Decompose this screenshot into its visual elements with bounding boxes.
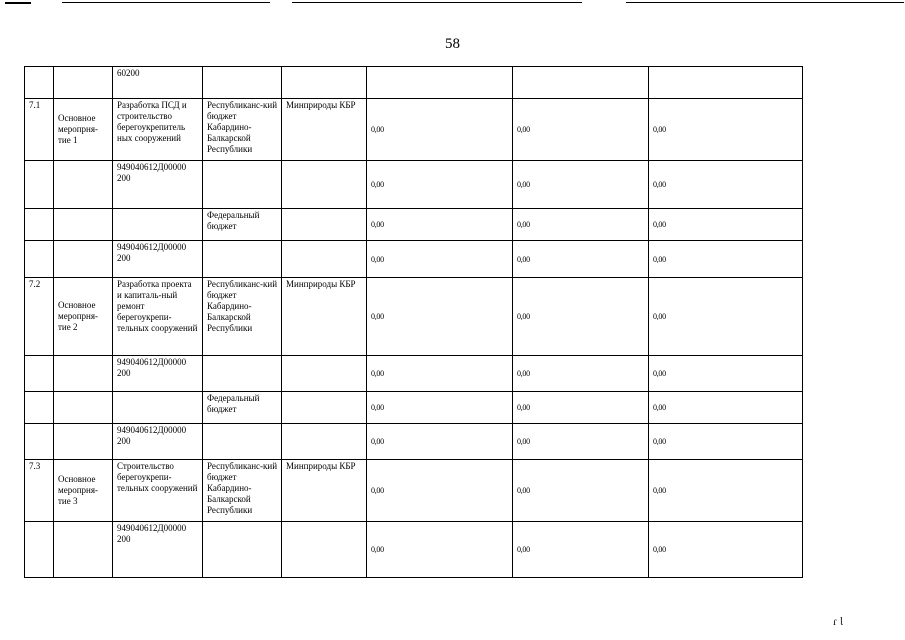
executor-cell — [282, 241, 367, 278]
row-number-cell — [25, 161, 54, 209]
funding-source-cell: Федеральный бюджет — [203, 209, 282, 241]
measure-name-cell — [54, 392, 113, 424]
executor-cell: Минприроды КБР — [282, 460, 367, 522]
code-cell: 949040612Д00000 200 — [113, 522, 203, 578]
value-cell-2 — [513, 67, 649, 99]
row-number-cell: 7.2 — [25, 278, 54, 356]
table-row — [25, 99, 803, 161]
funding-source-cell: Республиканс-кий бюджет Кабардино-Балкарской Республики — [203, 460, 282, 522]
table-row — [25, 67, 803, 99]
value-cell-1: 0,00 — [367, 99, 513, 161]
row-number-cell: 7.3 — [25, 460, 54, 522]
code-cell: 949040612Д00000 200 — [113, 356, 203, 392]
value-cell-1: 0,00 — [367, 209, 513, 241]
value-cell-2: 0,00 — [513, 278, 649, 356]
funding-source-cell — [203, 424, 282, 460]
executor-cell — [282, 424, 367, 460]
value-cell-3: 0,00 — [649, 522, 803, 578]
table-row — [25, 460, 803, 522]
row-number-cell — [25, 209, 54, 241]
measure-name-cell — [54, 424, 113, 460]
value-cell-2: 0,00 — [513, 424, 649, 460]
measure-name-cell: Основное меропрня-тие 3 — [54, 460, 113, 522]
value-cell-2: 0,00 — [513, 161, 649, 209]
row-number-cell — [25, 392, 54, 424]
executor-cell — [282, 392, 367, 424]
funding-source-cell: Федеральный бюджет — [203, 392, 282, 424]
executor-cell — [282, 356, 367, 392]
measure-name-cell — [54, 161, 113, 209]
row-number-cell — [25, 356, 54, 392]
value-cell-1: 0,00 — [367, 161, 513, 209]
row-number-cell — [25, 67, 54, 99]
executor-cell — [282, 161, 367, 209]
corner-marks: ɾ Ɩ — [833, 614, 844, 628]
measure-name-cell — [54, 209, 113, 241]
value-cell-1: 0,00 — [367, 241, 513, 278]
value-cell-3: 0,00 — [649, 278, 803, 356]
top-rule — [292, 2, 582, 3]
value-cell-1: 0,00 — [367, 356, 513, 392]
table-row — [25, 424, 803, 460]
value-cell-2: 0,00 — [513, 460, 649, 522]
code-cell — [113, 392, 203, 424]
value-cell-2: 0,00 — [513, 209, 649, 241]
measure-name-cell: Основное меропрня-тие 2 — [54, 278, 113, 356]
code-cell: 949040612Д00000 200 — [113, 424, 203, 460]
executor-cell: Минприроды КБР — [282, 99, 367, 161]
executor-cell: Минприроды КБР — [282, 278, 367, 356]
top-rule — [626, 2, 904, 3]
measure-name-cell: Основное меропрня-тие 1 — [54, 99, 113, 161]
value-cell-1: 0,00 — [367, 278, 513, 356]
value-cell-1: 0,00 — [367, 460, 513, 522]
funding-source-cell: Республиканс-кий бюджет Кабардино-Балкарской Республики — [203, 278, 282, 356]
value-cell-1: 0,00 — [367, 424, 513, 460]
code-cell: 60200 — [113, 67, 203, 99]
table-row — [25, 392, 803, 424]
value-cell-3: 0,00 — [649, 241, 803, 278]
code-cell: 949040612Д00000 200 — [113, 241, 203, 278]
code-cell: Строительство берегоукрепи-тельных сооружений — [113, 460, 203, 522]
funding-source-cell — [203, 67, 282, 99]
table-row — [25, 278, 803, 356]
funding-source-cell — [203, 356, 282, 392]
value-cell-3: 0,00 — [649, 161, 803, 209]
row-number-cell — [25, 522, 54, 578]
value-cell-2: 0,00 — [513, 241, 649, 278]
code-cell: 949040612Д00000 200 — [113, 161, 203, 209]
executor-cell — [282, 522, 367, 578]
measure-name-cell — [54, 67, 113, 99]
executor-cell — [282, 67, 367, 99]
funding-source-cell — [203, 241, 282, 278]
page-number: 58 — [445, 36, 460, 52]
measure-name-cell — [54, 356, 113, 392]
value-cell-1: 0,00 — [367, 522, 513, 578]
value-cell-2: 0,00 — [513, 99, 649, 161]
code-cell — [113, 209, 203, 241]
value-cell-3: 0,00 — [649, 209, 803, 241]
value-cell-1 — [367, 67, 513, 99]
table-row — [25, 522, 803, 578]
top-rule — [62, 2, 270, 3]
value-cell-2: 0,00 — [513, 392, 649, 424]
row-number-cell — [25, 424, 54, 460]
value-cell-3: 0,00 — [649, 356, 803, 392]
value-cell-2: 0,00 — [513, 522, 649, 578]
value-cell-1: 0,00 — [367, 392, 513, 424]
funding-source-cell — [203, 522, 282, 578]
top-rule — [5, 2, 31, 4]
measure-name-cell — [54, 241, 113, 278]
row-number-cell: 7.1 — [25, 99, 54, 161]
value-cell-3: 0,00 — [649, 392, 803, 424]
value-cell-3 — [649, 67, 803, 99]
value-cell-2: 0,00 — [513, 356, 649, 392]
funding-source-cell — [203, 161, 282, 209]
table-row — [25, 209, 803, 241]
budget-table — [24, 66, 803, 578]
table-row — [25, 161, 803, 209]
measure-name-cell — [54, 522, 113, 578]
row-number-cell — [25, 241, 54, 278]
table-row — [25, 241, 803, 278]
value-cell-3: 0,00 — [649, 99, 803, 161]
executor-cell — [282, 209, 367, 241]
funding-source-cell: Республиканс-кий бюджет Кабардино-Балкарской Республики — [203, 99, 282, 161]
code-cell: Разработка ПСД и строительство берегоукрепитель ных сооружений — [113, 99, 203, 161]
value-cell-3: 0,00 — [649, 424, 803, 460]
value-cell-3: 0,00 — [649, 460, 803, 522]
code-cell: Разработка проекта и капиталь-ный ремонт берегоукрепи-тельных сооружений — [113, 278, 203, 356]
table-row — [25, 356, 803, 392]
